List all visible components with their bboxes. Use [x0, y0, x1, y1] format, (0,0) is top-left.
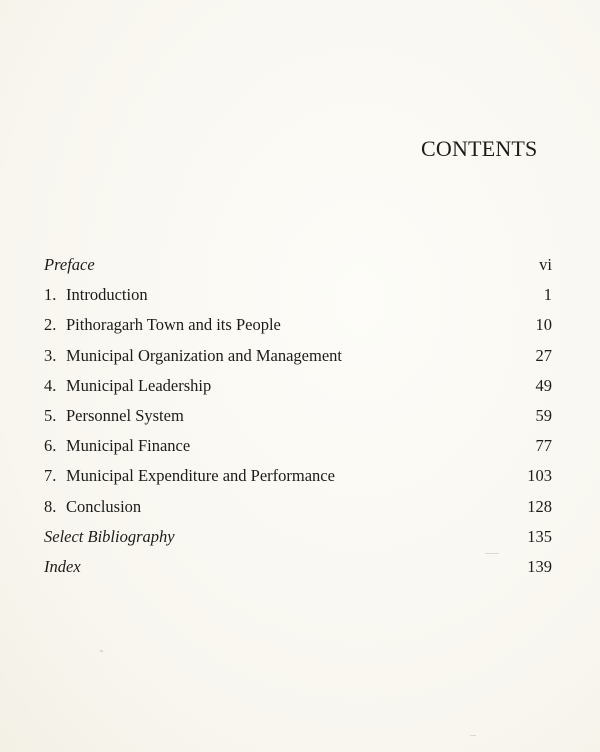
toc-entry-title: 2. Pithoragarh Town and its People: [44, 315, 281, 335]
toc-entry: [44, 466, 552, 496]
toc-entry: [44, 406, 552, 436]
toc-entry: [44, 527, 552, 557]
toc-entry-title: Index: [44, 556, 81, 576]
paper-speck: [485, 553, 499, 554]
toc-entry-page: 10: [535, 315, 552, 335]
table-of-contents: [44, 255, 552, 587]
toc-entry: [44, 255, 552, 285]
toc-entry-title: 3. Municipal Organization and Management: [44, 345, 342, 365]
toc-entry-title: 4. Municipal Leadership: [44, 375, 212, 395]
toc-entry-title: Preface: [44, 255, 95, 274]
toc-entry-number: 3.: [44, 345, 57, 365]
toc-entry-number: 1.: [44, 285, 57, 305]
toc-entry-page: 135: [527, 526, 552, 546]
toc-entry-page: 59: [535, 405, 552, 425]
toc-entry-number: 7.: [44, 466, 57, 486]
toc-entry-title: Select Bibliography: [44, 526, 175, 546]
toc-entry-page: 103: [527, 466, 552, 486]
toc-entry: [44, 346, 552, 376]
paper-speck: [100, 650, 103, 652]
toc-entry-title: 1. Introduction: [44, 285, 148, 305]
toc-entry-number: 5.: [44, 405, 57, 425]
toc-entry-title: 6. Municipal Finance: [44, 436, 191, 456]
toc-entry-number: 6.: [44, 436, 57, 456]
toc-entry: [44, 315, 552, 345]
toc-entry-page: 49: [535, 375, 552, 395]
toc-entry-title: 8. Conclusion: [44, 496, 142, 516]
toc-entry-number: 8.: [44, 496, 57, 516]
page-heading: CONTENTS: [421, 136, 538, 161]
toc-entry: [44, 497, 552, 527]
paper-speck: [470, 735, 476, 736]
toc-entry-page: 139: [527, 556, 552, 576]
toc-entry-title: 7. Municipal Expenditure and Performance: [44, 466, 335, 486]
toc-entry: [44, 557, 552, 587]
toc-entry-page: 1: [543, 285, 552, 305]
toc-entry: [44, 376, 552, 406]
toc-entry-page: 128: [527, 496, 552, 516]
toc-entry: [44, 285, 552, 315]
toc-entry-page: vi: [539, 255, 552, 274]
toc-entry: [44, 436, 552, 466]
toc-entry-page: 77: [535, 436, 552, 456]
toc-entry-number: 4.: [44, 375, 57, 395]
toc-entry-title: 5. Personnel System: [44, 405, 184, 425]
toc-entry-number: 2.: [44, 315, 57, 335]
toc-entry-page: 27: [535, 345, 552, 365]
